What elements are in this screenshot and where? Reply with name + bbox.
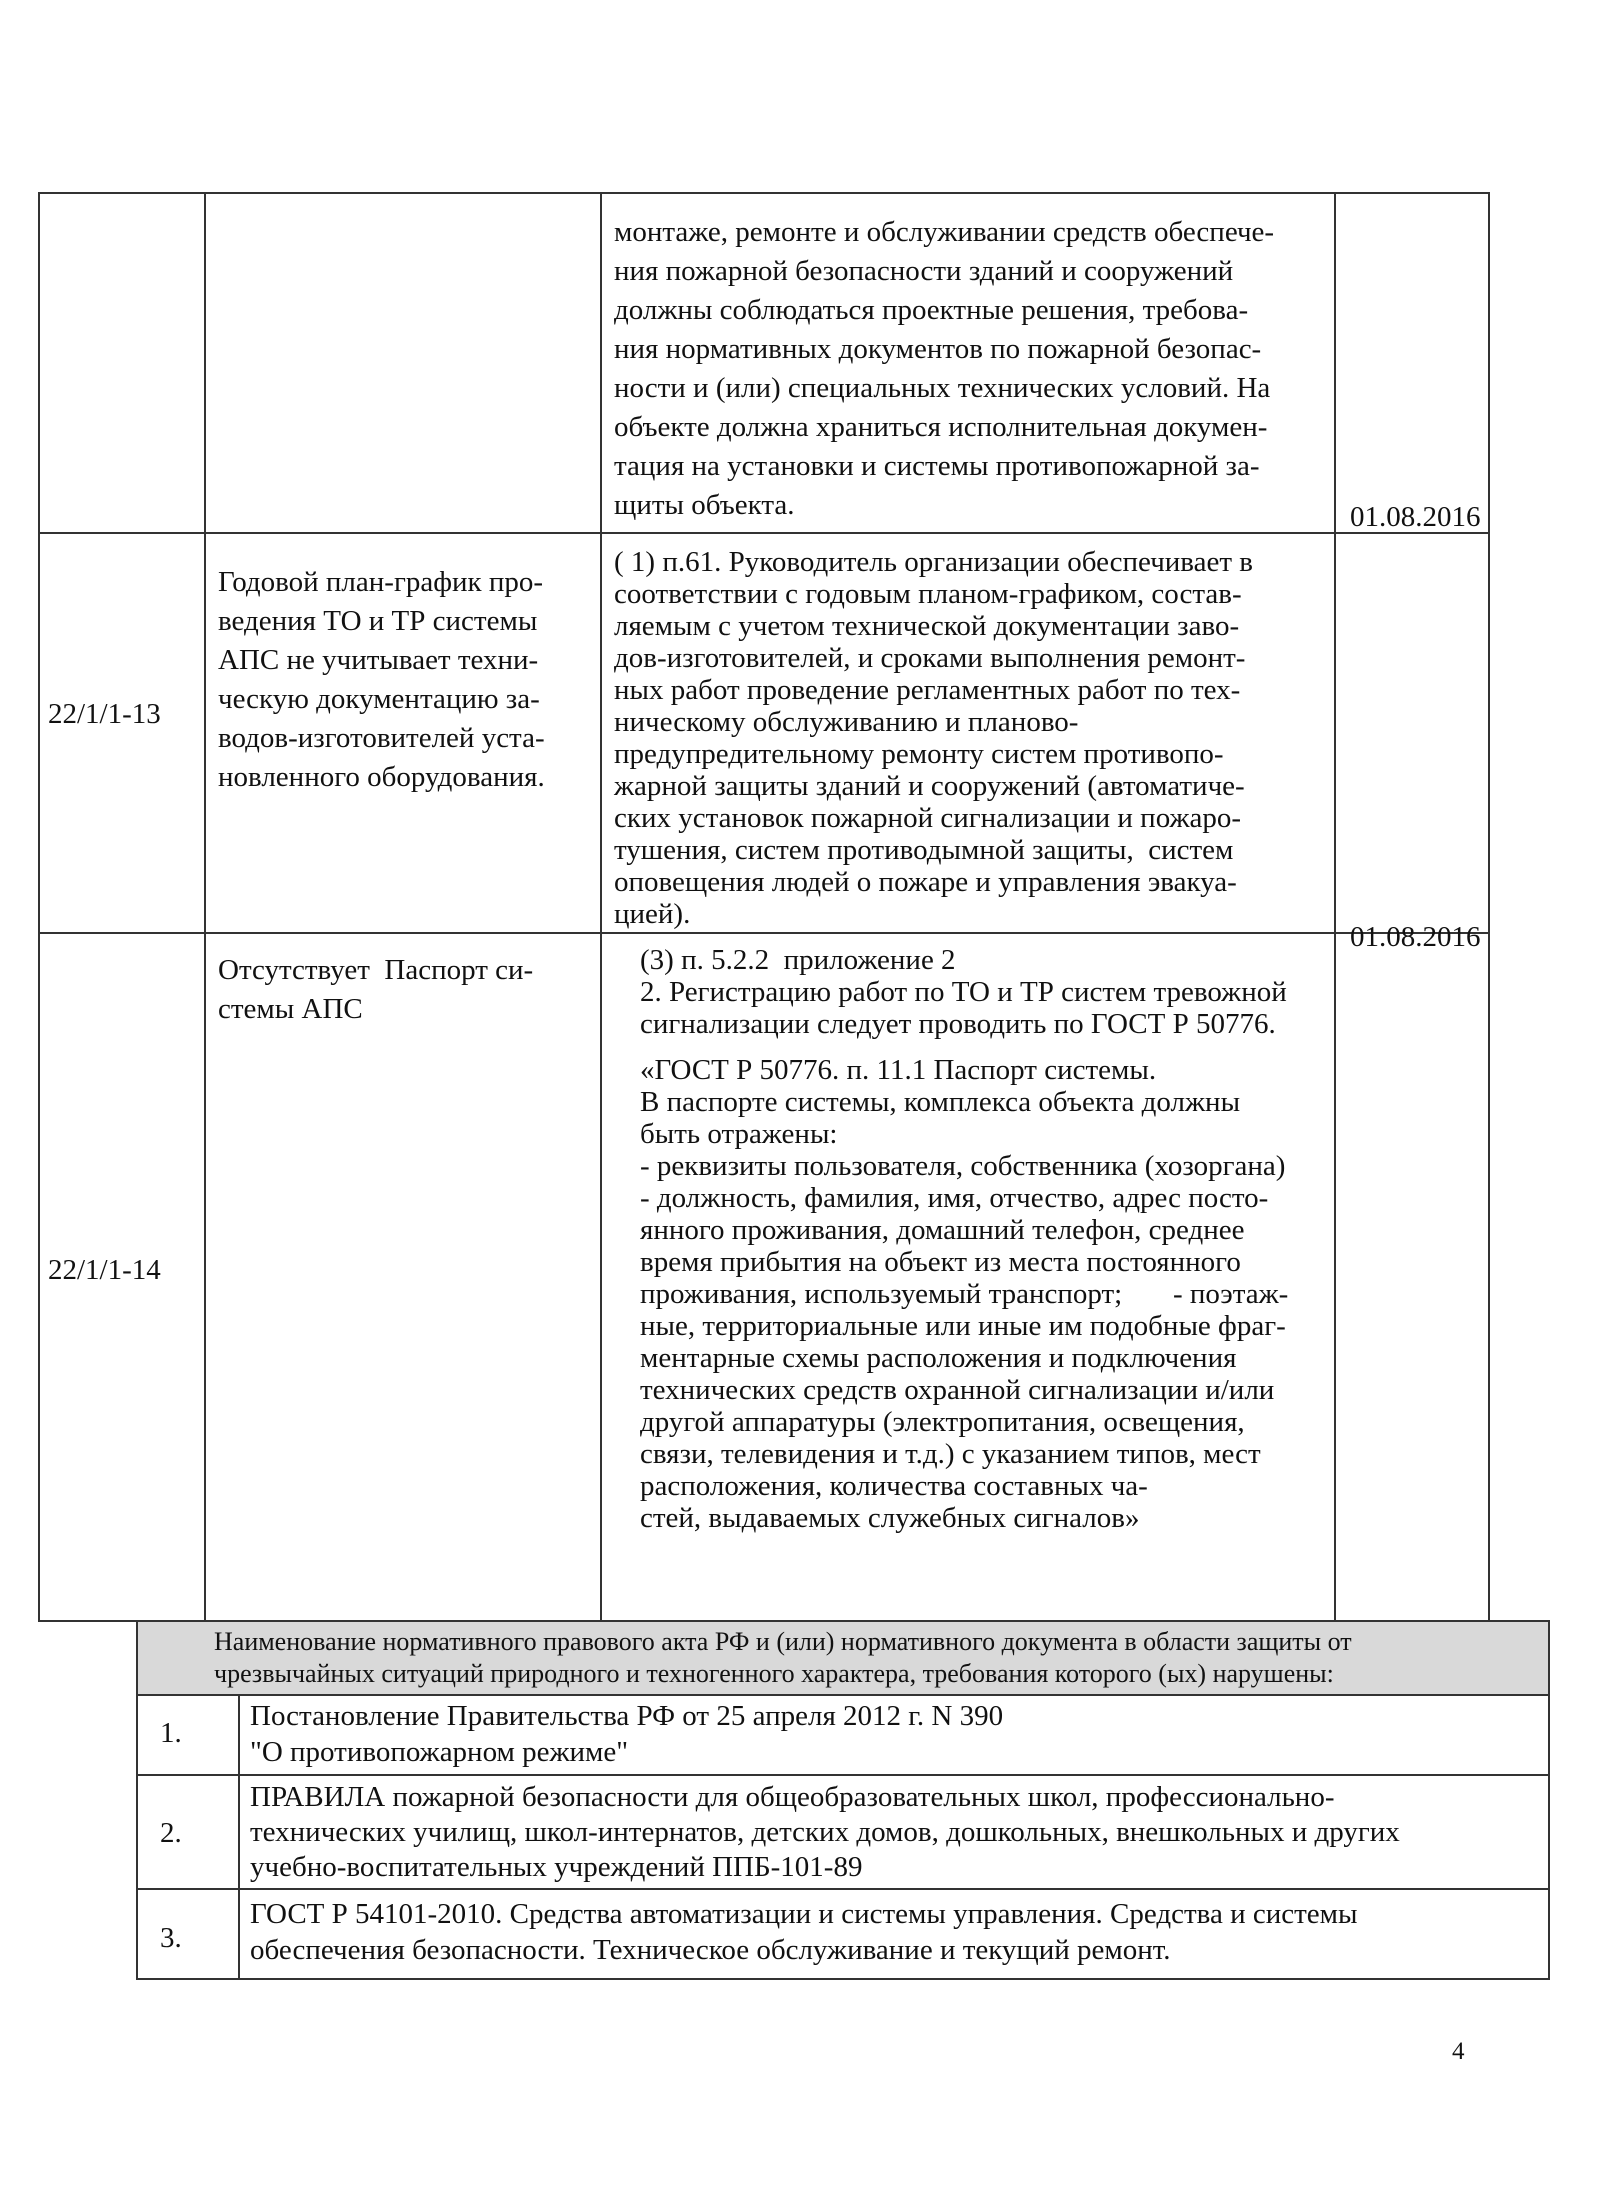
text-line: (3) п. 5.2.2 приложение 2	[640, 944, 956, 976]
row-divider	[40, 532, 1488, 534]
reference-text-line: ГОСТ Р 54101-2010. Средства автоматизации и системы управления. Средства и системы	[250, 1898, 1358, 1930]
text-line: связи, телевидения и т.д.) с указанием типов, мест	[640, 1438, 1261, 1470]
column-divider	[600, 194, 602, 1620]
text-line: проживания, используемый транспорт; - поэтаж-	[640, 1278, 1289, 1310]
row-2-date: 01.08.2016	[1350, 501, 1481, 533]
text-line: должны соблюдаться проектные решения, требова-	[614, 294, 1249, 326]
reference-text-line: Постановление Правительства РФ от 25 апреля 2012 г. N 390	[250, 1700, 1004, 1732]
column-divider	[204, 194, 206, 1620]
text-line: 2. Регистрацию работ по ТО и ТР систем тревожной	[640, 976, 1287, 1008]
reference-number: 3.	[160, 1922, 182, 1954]
text-line: ляемым с учетом технической документации заво-	[614, 610, 1240, 642]
text-line: ническому обслуживанию и планово-	[614, 706, 1079, 738]
text-line: оповещения людей о пожаре и управления эвакуа-	[614, 866, 1237, 898]
reference-text-line: ПРАВИЛА пожарной безопасности для общеобразовательных школ, профессионально-	[250, 1781, 1335, 1813]
text-line: водов-изготовителей уста-	[218, 722, 545, 754]
text-line: предупредительному ремонту систем противопо-	[614, 738, 1224, 770]
text-line: время прибытия на объект из места постоянного	[640, 1246, 1241, 1278]
text-line: - реквизиты пользователя, собственника (хозоргана)	[640, 1150, 1286, 1182]
text-line: стемы АПС	[218, 993, 363, 1025]
text-line: жарной защиты зданий и сооружений (автоматиче-	[614, 770, 1245, 802]
reference-number: 1.	[160, 1717, 182, 1749]
references-header	[138, 1622, 1548, 1696]
text-line: новленного оборудования.	[218, 761, 545, 793]
row-divider	[138, 1888, 1548, 1890]
references-table	[136, 1620, 1550, 1980]
text-line: монтаже, ремонте и обслуживании средств обеспече-	[614, 216, 1275, 248]
text-line: ментарные схемы расположения и подключения	[640, 1342, 1237, 1374]
text-line: ( 1) п.61. Руководитель организации обеспечивает в	[614, 546, 1253, 578]
row-divider	[138, 1774, 1548, 1776]
text-line: Годовой план-график про-	[218, 566, 544, 598]
text-line: дов-изготовителей, и сроками выполнения ремонт-	[614, 642, 1246, 674]
text-line: ния пожарной безопасности зданий и сооружений	[614, 255, 1234, 287]
row-divider	[40, 932, 1488, 934]
text-line: АПС не учитывает техни-	[218, 644, 539, 676]
text-line: ведения ТО и ТР системы	[218, 605, 538, 637]
header-line: Наименование нормативного правового акта РФ и (или) нормативного документа в области защиты от	[214, 1627, 1352, 1656]
text-line: щиты объекта.	[614, 489, 795, 521]
text-line: объекте должна храниться исполнительная докумен-	[614, 411, 1268, 443]
reference-text-line: технических училищ, школ-интернатов, детских домов, дошкольных, внешкольных и других	[250, 1816, 1400, 1848]
violations-table	[38, 192, 1490, 1622]
text-line: другой аппаратуры (электропитания, освещения,	[640, 1406, 1245, 1438]
text-line: «ГОСТ Р 50776. п. 11.1 Паспорт системы.	[640, 1054, 1157, 1086]
text-line: ских установок пожарной сигнализации и пожаро-	[614, 802, 1242, 834]
text-line: цией).	[614, 898, 691, 930]
text-line: тушения, систем противодымной защиты, систем	[614, 834, 1234, 866]
text-line: ния нормативных документов по пожарной безопас-	[614, 333, 1262, 365]
text-line: стей, выдаваемых служебных сигналов»	[640, 1502, 1140, 1534]
reference-text-line: обеспечения безопасности. Техническое обслуживание и текущий ремонт.	[250, 1934, 1171, 1966]
text-line: тация на установки и системы противопожарной за-	[614, 450, 1260, 482]
row-3-date: 01.08.2016	[1350, 921, 1481, 953]
row-2-number: 22/1/1-13	[48, 698, 161, 730]
column-divider	[1334, 194, 1336, 1620]
text-line: Отсутствует Паспорт си-	[218, 954, 534, 986]
row-3-number: 22/1/1-14	[48, 1254, 161, 1286]
text-line: ных работ проведение регламентных работ по тех-	[614, 674, 1241, 706]
text-line: быть отражены:	[640, 1118, 838, 1150]
reference-number: 2.	[160, 1817, 182, 1849]
header-line: чрезвычайных ситуаций природного и техногенного характера, требования которого (ых) нарушены:	[214, 1659, 1334, 1688]
page-number: 4	[1452, 2038, 1465, 2065]
column-divider	[238, 1694, 240, 1978]
text-line: технических средств охранной сигнализации и/или	[640, 1374, 1275, 1406]
text-line: расположения, количества составных ча-	[640, 1470, 1148, 1502]
text-line: соответствии с годовым планом-графиком, состав-	[614, 578, 1242, 610]
text-line: ности и (или) специальных технических условий. На	[614, 372, 1271, 404]
text-line: В паспорте системы, комплекса объекта должны	[640, 1086, 1241, 1118]
text-line: - должность, фамилия, имя, отчество, адрес посто-	[640, 1182, 1269, 1214]
reference-text-line: "О противопожарном режиме"	[250, 1736, 629, 1768]
text-line: ные, территориальные или иные им подобные фраг-	[640, 1310, 1286, 1342]
reference-text-line: учебно-воспитательных учреждений ППБ-101-89	[250, 1851, 863, 1883]
text-line: янного проживания, домашний телефон, среднее	[640, 1214, 1245, 1246]
text-line: ческую документацию за-	[218, 683, 540, 715]
text-line: сигнализации следует проводить по ГОСТ Р 50776.	[640, 1008, 1276, 1040]
